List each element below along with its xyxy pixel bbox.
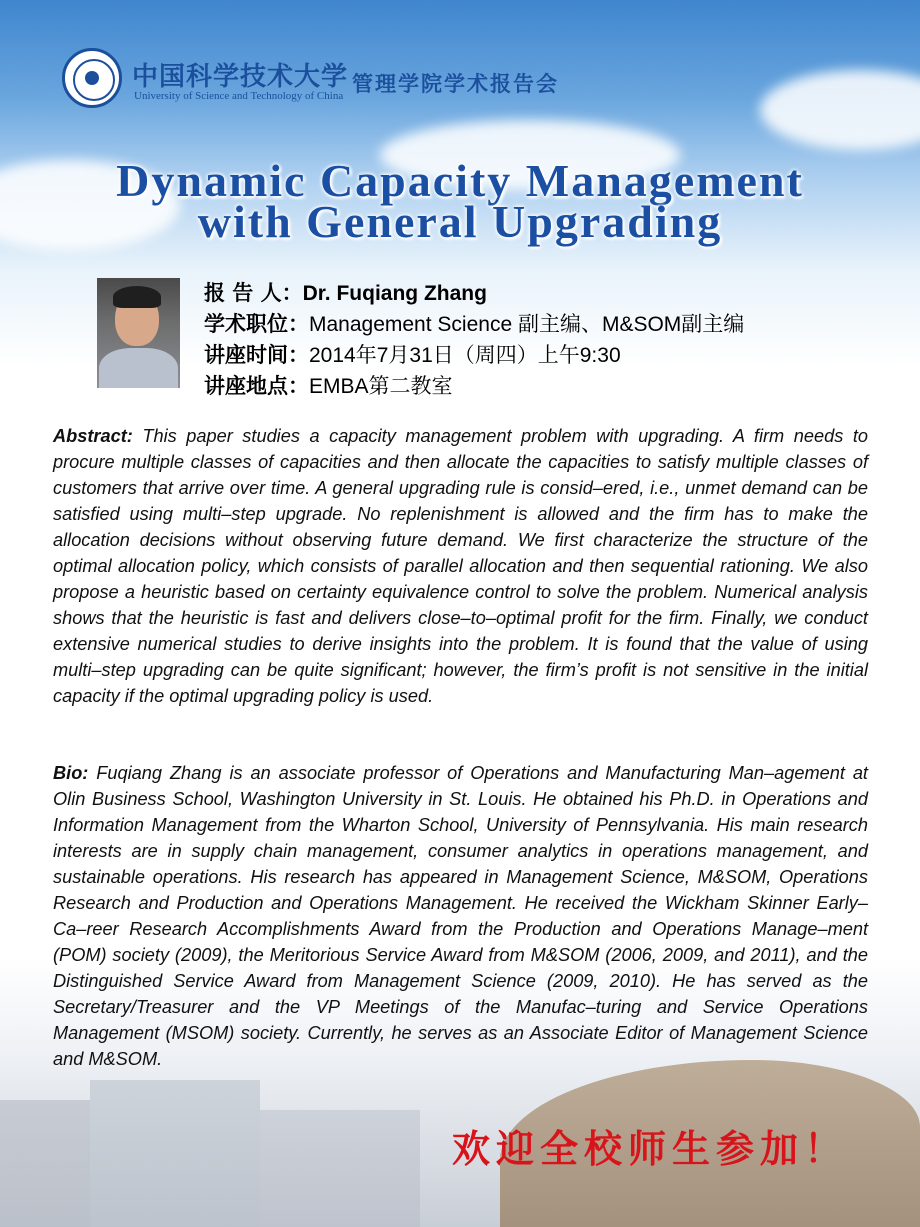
position-value: Management Science 副主编、M&SOM副主编 xyxy=(309,313,745,336)
school-name-en: University of Science and Technology of China xyxy=(134,90,344,102)
place-label: 讲座地点： xyxy=(204,374,309,398)
time-row xyxy=(204,340,744,371)
poster-header xyxy=(62,48,662,112)
talk-info xyxy=(204,278,744,402)
bio-paragraph xyxy=(53,760,868,1072)
talk-title xyxy=(40,155,880,247)
speaker-name: Dr. Fuqiang Zhang xyxy=(302,282,487,305)
speaker-photo xyxy=(97,278,180,388)
building-shape xyxy=(260,1110,420,1227)
lecture-series-title: 管理学院学术报告会 xyxy=(352,71,559,96)
talk-title-line-1: Dynamic Capacity Management xyxy=(116,155,804,206)
abstract-label: Abstract: xyxy=(53,426,133,446)
speaker-row xyxy=(204,278,744,309)
welcome-slogan: 欢迎全校师生参加！ xyxy=(452,1126,849,1171)
time-label: 讲座时间： xyxy=(204,343,309,367)
talk-title-line-2: with General Upgrading xyxy=(197,196,723,247)
school-name-cn: 中国科学技术大学 xyxy=(132,62,349,92)
abstract-paragraph xyxy=(53,423,868,709)
place-value: EMBA第二教室 xyxy=(309,375,453,398)
position-row xyxy=(204,309,744,340)
bio-label: Bio: xyxy=(53,763,89,783)
abstract-text: This paper studies a capacity management problem with upgrading. A firm needs to procure multiple classes of capacities and then allocate the capacities to satisfy multiple classes of customers that arrive over time. A general upgrading rule is consid–ered, i.e., unmet demand can be satisfied using multi–step upgrade. No replenishment is allowed and the firm has to make the allocation decisions without observing future demand. We first characterize the structure of the optimal allocation policy, which consists of parallel allocation and then sequential rationing. We also propose a heuristic based on certainty equivalence control to solve the problem. Numerical analysis shows that the heuristic is fast and delivers close–to–optimal profit for the firm. Finally, we conduct extensive numerical studies to derive insights into the problem. It is found that the value of using multi–step upgrading can be quite significant; however, the firm’s profit is not sensitive in the initial capacity if the optimal upgrading policy is used. xyxy=(53,426,868,706)
university-emblem-icon xyxy=(62,48,122,108)
building-shape xyxy=(90,1080,260,1227)
cloud-decoration xyxy=(760,70,920,150)
speaker-label: 报 告 人： xyxy=(204,281,303,305)
building-shape xyxy=(0,1100,90,1227)
speaker-photo-shirt xyxy=(99,348,178,388)
speaker-photo-hair xyxy=(113,286,161,308)
position-label: 学术职位： xyxy=(204,312,309,336)
time-value: 2014年7月31日（周四）上午9:30 xyxy=(309,344,621,367)
place-row xyxy=(204,371,744,402)
bio-text: Fuqiang Zhang is an associate professor of Operations and Manufacturing Man–agement at Olin Business School, Washington University in St. Louis. He obtained his Ph.D. in Operations and Information Management from the Wharton School, University of Pennsylvania. His main research interests are in supply chain management, consumer analytics in operations management, and sustainable operations. His research has appeared in Management Science, M&SOM, Operations Research and Production and Operations Management. He received the Wickham Skinner Early–Ca–reer Research Accomplishments Award from the Production and Operations Manage–ment (POM) society (2009), the Meritorious Service Award from M&SOM (2006, 2009, and 2011), and the Distinguished Service Award from Management Science (2009, 2010). He has served as the Secretary/Treasurer and the VP Meetings of the Manufac–turing and Service Operations Management (MSOM) society. Currently, he serves as an Associate Editor of Management Science and M&SOM. xyxy=(53,763,868,1069)
